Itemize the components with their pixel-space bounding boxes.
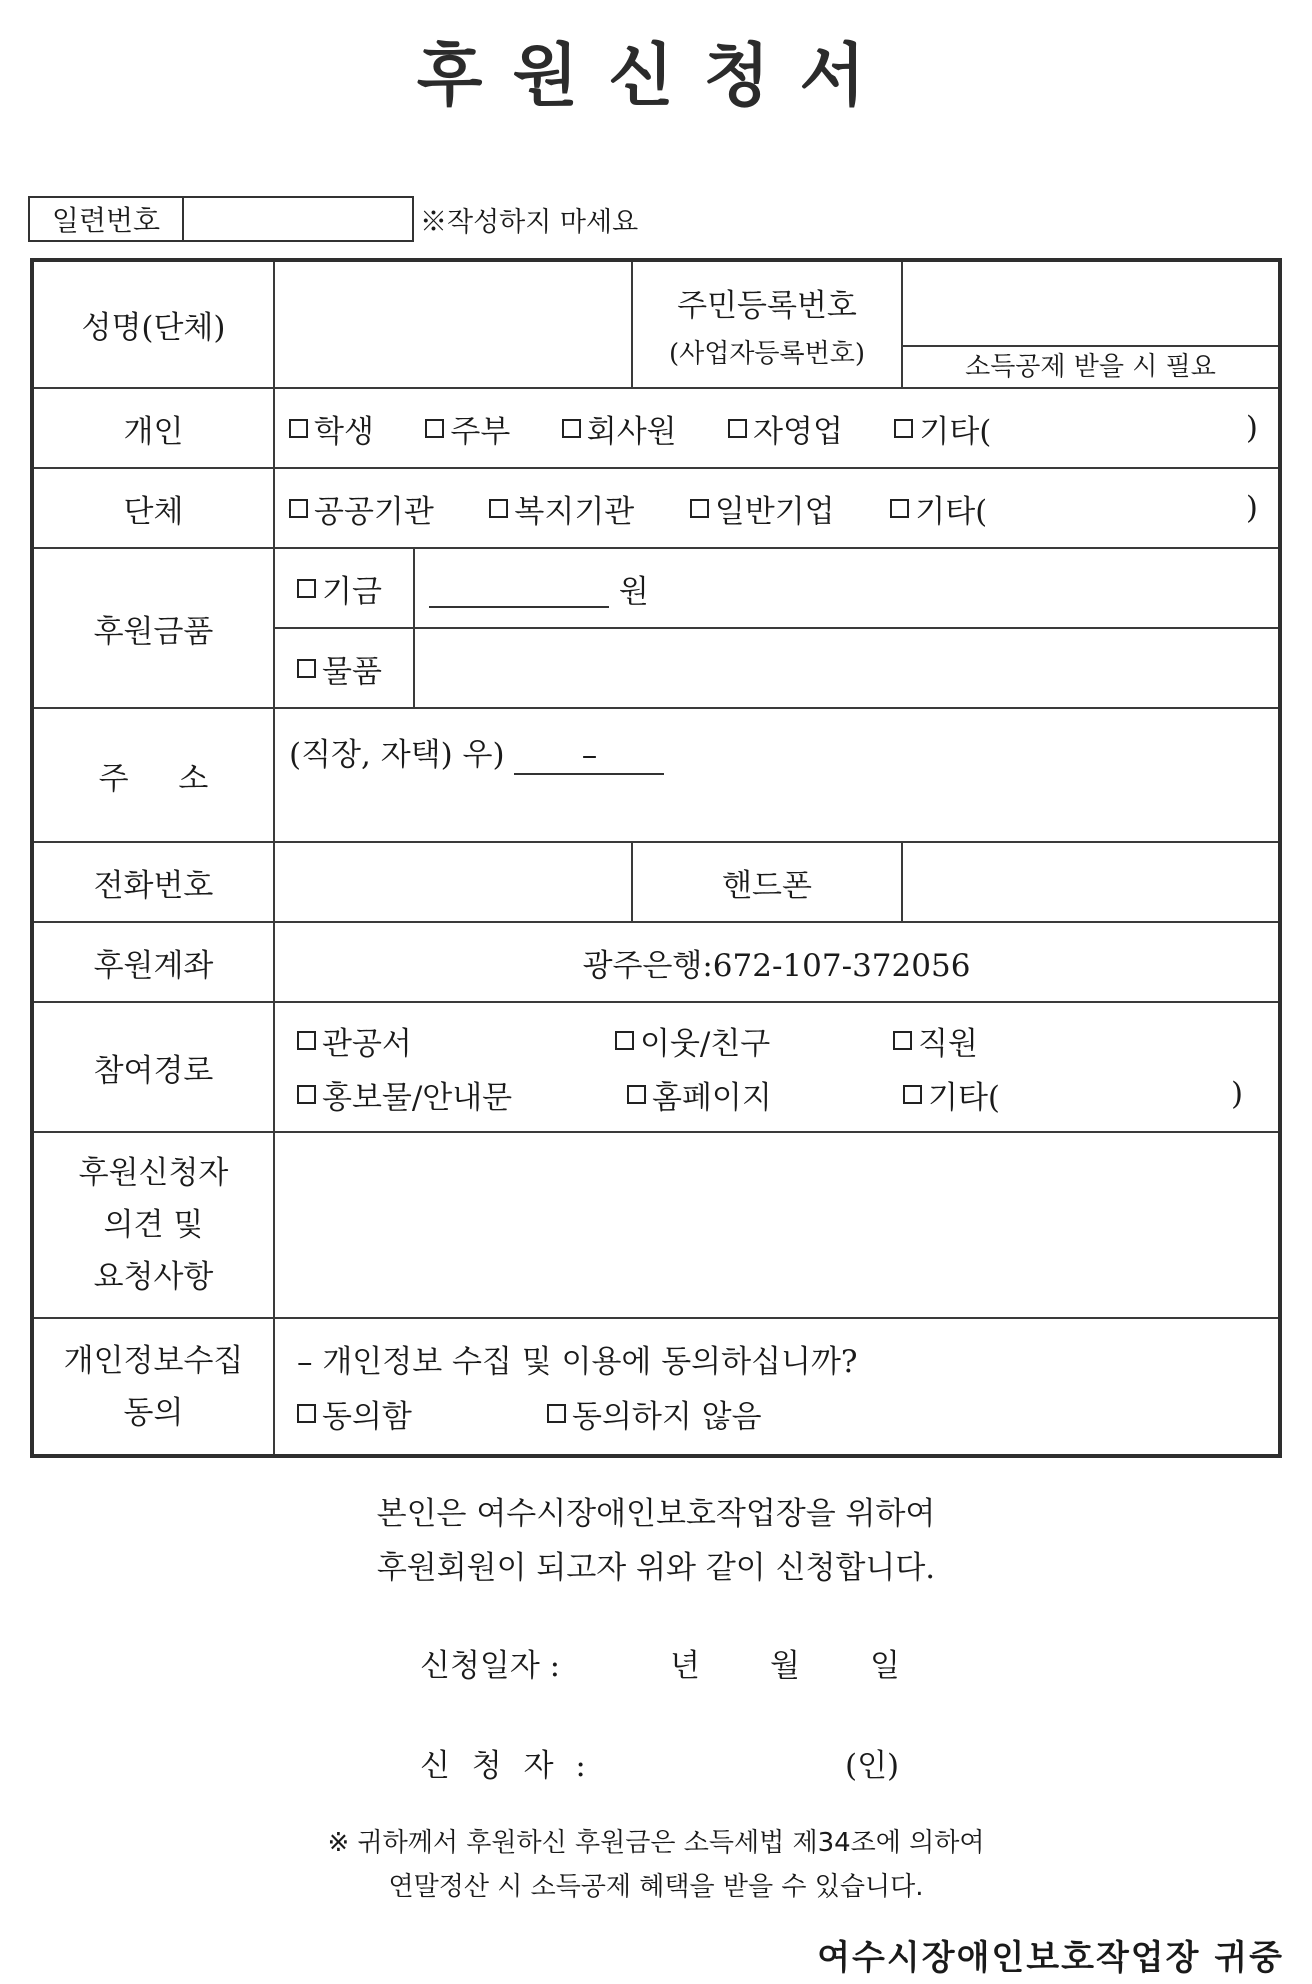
address-field[interactable]: [274, 708, 1280, 842]
individual-options: [289, 406, 1264, 451]
applicant-row: [420, 1740, 899, 1785]
day-label: 일: [870, 1648, 900, 1684]
business-number-label: (사업자등록번호): [668, 338, 866, 369]
mobile-field[interactable]: [902, 842, 1280, 922]
option-public-agency[interactable]: 공공기관: [289, 486, 434, 531]
checkbox-icon: [489, 499, 508, 518]
checkbox-icon: [893, 1031, 912, 1050]
option-student[interactable]: 학생: [289, 406, 374, 451]
checkbox-icon: [297, 1404, 316, 1423]
option-government-office[interactable]: 관공서: [297, 1018, 615, 1063]
statement-line-2: 후원회원이 되고자 위와 같이 신청합니다.: [376, 1550, 936, 1586]
option-housewife[interactable]: 주부: [425, 406, 510, 451]
fund-amount-field[interactable]: [429, 578, 609, 608]
opinion-field[interactable]: [274, 1132, 1280, 1318]
option-homepage[interactable]: 홈페이지: [627, 1072, 903, 1117]
checkbox-icon: [289, 499, 308, 518]
phone-field[interactable]: [274, 842, 632, 922]
id-number-label-cell: [632, 260, 902, 388]
application-date: [420, 1640, 900, 1685]
route-row-1: [297, 1013, 1264, 1067]
checkbox-icon: [690, 499, 709, 518]
group-options: [289, 486, 1264, 531]
phone-label: 전화번호: [32, 842, 274, 922]
serial-number-row: [28, 196, 638, 242]
option-agree[interactable]: 동의함: [297, 1391, 547, 1436]
seal-label: (인): [845, 1748, 900, 1784]
checkbox-icon: [297, 579, 316, 598]
serial-number-field[interactable]: [184, 196, 414, 242]
route-other-close-paren: ): [1231, 1076, 1244, 1112]
donation-label: 후원금품: [32, 548, 274, 708]
checkbox-icon: [297, 1085, 316, 1104]
month-label: 월: [770, 1648, 800, 1684]
checkbox-icon: [547, 1404, 566, 1423]
group-label: 단체: [32, 468, 274, 548]
address-label: 주 소: [32, 708, 274, 842]
application-form: [30, 258, 1282, 1458]
id-number-note: 소득공제 받을 시 필요: [903, 345, 1278, 387]
statement-line-1: 본인은 여수시장애인보호작업장을 위하여: [376, 1496, 936, 1532]
option-staff[interactable]: 직원: [893, 1018, 978, 1063]
privacy-options: [297, 1389, 1264, 1439]
opinion-label: 후원신청자 의견 및 요청사항: [32, 1132, 274, 1318]
privacy-question: – 개인정보 수집 및 이용에 동의하십니까?: [297, 1343, 858, 1380]
name-field[interactable]: [274, 260, 632, 388]
route-row-2: [297, 1067, 1264, 1121]
option-promo-material[interactable]: 홍보물/안내문: [297, 1072, 627, 1117]
option-self-employed[interactable]: 자영업: [728, 406, 843, 451]
goods-field[interactable]: [414, 628, 1280, 708]
other-close-paren: ): [1245, 410, 1258, 446]
address-prefix: (직장, 자택) 우): [289, 737, 505, 773]
checkbox-icon: [728, 419, 747, 438]
option-fund[interactable]: 기금: [297, 566, 382, 611]
individual-label: 개인: [32, 388, 274, 468]
option-other[interactable]: 기타(: [894, 406, 1194, 451]
serial-number-note: ※작성하지 마세요: [420, 206, 639, 238]
checkbox-icon: [297, 659, 316, 678]
date-label: 신청일자 :: [420, 1648, 561, 1684]
name-label: 성명(단체): [32, 260, 274, 388]
id-number-field[interactable]: [902, 260, 1280, 388]
checkbox-icon: [297, 1031, 316, 1050]
applicant-label: 신 청 자 :: [420, 1748, 592, 1784]
option-group-other[interactable]: 기타(: [890, 486, 1190, 531]
account-value: 광주은행:672-107-372056: [274, 922, 1280, 1002]
route-label: 참여경로: [32, 1002, 274, 1132]
mobile-label: 핸드폰: [632, 842, 902, 922]
privacy-label: 개인정보수집 동의: [32, 1318, 274, 1456]
checkbox-icon: [903, 1085, 922, 1104]
checkbox-icon: [627, 1085, 646, 1104]
option-goods[interactable]: 물품: [297, 646, 382, 691]
recipient-organization: 여수시장애인보호작업장 귀중: [817, 1938, 1284, 1978]
checkbox-icon: [425, 419, 444, 438]
option-welfare-agency[interactable]: 복지기관: [489, 486, 634, 531]
group-other-close-paren: ): [1245, 490, 1258, 526]
notice-line-2: 연말정산 시 소득공제 혜택을 받을 수 있습니다.: [388, 1872, 924, 1902]
notice-line-1: ※ 귀하께서 후원하신 후원금은 소득세법 제34조에 의하여: [327, 1828, 985, 1858]
year-label: 년: [670, 1648, 700, 1684]
option-neighbor-friend[interactable]: 이웃/친구: [615, 1018, 893, 1063]
option-route-other[interactable]: 기타(: [903, 1072, 1231, 1117]
postal-dash: –: [514, 737, 664, 775]
checkbox-icon: [289, 419, 308, 438]
checkbox-icon: [562, 419, 581, 438]
checkbox-icon: [890, 499, 909, 518]
id-number-label: 주민등록번호: [677, 287, 857, 324]
option-general-company[interactable]: 일반기업: [690, 486, 835, 531]
checkbox-icon: [615, 1031, 634, 1050]
page-title: 후원신청서: [416, 37, 896, 116]
option-office-worker[interactable]: 회사원: [562, 406, 677, 451]
option-disagree[interactable]: 동의하지 않음: [547, 1391, 762, 1436]
account-label: 후원계좌: [32, 922, 274, 1002]
won-unit: 원: [618, 573, 649, 610]
checkbox-icon: [894, 419, 913, 438]
fund-amount-cell: [414, 548, 1280, 628]
serial-number-label: 일련번호: [28, 196, 184, 242]
